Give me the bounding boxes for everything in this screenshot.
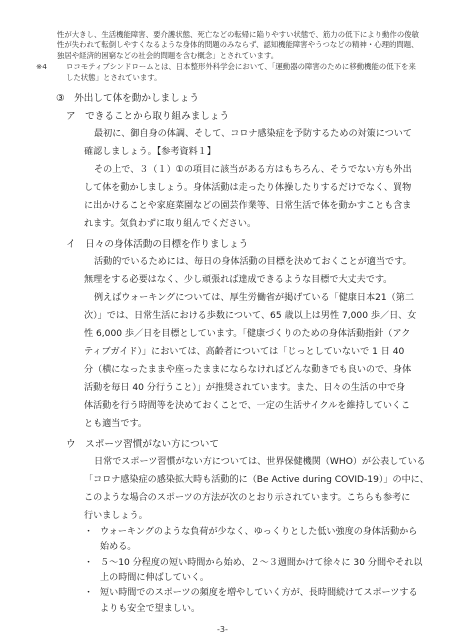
bullet-2-line-1: ５〜10 分程度の短い時間から始め、２〜３週間かけて徐々に 30 分間やそれ以 [100, 557, 423, 568]
subsection-u-heading: ウ スポーツ習慣がない方について [66, 438, 219, 450]
bullet-3-line-2: よりも安全で望ましい。 [100, 603, 201, 614]
sub-a-line-5: に出かけることや家庭菜園などの園芸作業等、日常生活で体を動かすことも含ま [84, 200, 412, 211]
bullet-2-line-2: 上の時間に伸ばしていく。 [100, 573, 209, 584]
continuation-line-3: 独居や経済的困窮などの社会的問題を含む概念」とされています。 [57, 51, 279, 61]
continuation-line-2: 性が失われて転倒しやすくなるような身体的問題のみならず、認知機能障害やうつなどの精神・心理的問題、 [57, 40, 419, 50]
page-number: -3- [217, 625, 228, 634]
sub-i-line-5: 性 6,000 歩／日を目標としています。「健康づくりのための身体活動指針（アク [84, 328, 411, 339]
sub-a-line-3: その上で、３（１）①の項目に該当がある方はもちろん、そうでない方も外出 [94, 164, 412, 175]
note-line-1: ロコモティブシンドロームとは、日本整形外科学会において、「運動器の障害のために移動機能の低下を来 [66, 62, 416, 72]
note-line-2: した状態」とされています。 [66, 72, 162, 82]
sub-a-line-1: 最初に、御自身の体調、そして、コロナ感染症を予防するための対策について [94, 128, 412, 139]
sub-u-line-3: このような場合のスポーツの方法が次のとおり示されています。こちらも参考に [84, 492, 411, 503]
subsection-i-heading: イ 日々の身体活動の目標を作りましょう [66, 238, 249, 250]
sub-i-line-8: 活動を毎日 40 分行うこと）」が推奨されています。また、日々の生活の中で身 [84, 382, 406, 393]
sub-i-line-9: 体活動を行う時間等を決めておくことで、一定の生活サイクルを維持していくこ [84, 400, 411, 411]
bullet-3-line-1: 短い時間でのスポーツの頻度を増やしていく方が、長時間続けてスポーツする [100, 588, 418, 599]
sub-a-line-2: 確認しましょう。【参考資料１】 [84, 146, 216, 157]
section-heading: ③ 外出して体を動かしましょう [56, 92, 199, 104]
subsection-a-heading: ア できることから取り組みましょう [66, 110, 230, 122]
bullet-1-line-2: 始める。 [100, 542, 137, 553]
sub-i-line-4: 次）」では、日常生活における歩数について、65 歳以上は男性 7,000 歩／日、女 [84, 310, 417, 321]
sub-i-line-10: とも適当です。 [84, 418, 147, 429]
bullet-mark: ・ [84, 588, 94, 599]
note-mark: ※4 [36, 62, 47, 72]
bullet-mark: ・ [84, 557, 94, 568]
sub-i-line-7: 分（横になったままや座ったままにならなければどんな動きでも良いので、身体 [84, 364, 412, 375]
sub-u-line-4: 行いましょう。 [84, 510, 148, 521]
sub-a-line-4: して体を動かしましょう。身体活動は走ったり体操したりするだけでなく、買物 [84, 182, 412, 193]
sub-i-line-6: ティブガイド）」においては、高齢者については「じっとしていないで 1 日 40 [84, 346, 405, 357]
sub-u-line-1: 日常でスポーツ習慣がない方については、世界保健機関（WHO）が公表している [94, 456, 426, 467]
sub-i-line-1: 活動的でいるためには、毎日の身体活動の目標を決めておくことが適当です。 [94, 256, 412, 267]
sub-u-line-2: 「コロナ感染症の感染拡大時も活動的に（Be Active during COVID-19）」の中に、 [84, 474, 429, 485]
bullet-mark: ・ [84, 527, 94, 538]
bullet-1-line-1: ウォーキングのような負荷が少なく、ゆっくりとした低い強度の身体活動から [100, 527, 418, 538]
sub-a-line-6: れます。気負わずに取り組んでください。 [84, 218, 257, 229]
sub-i-line-2: 無理をする必要はなく、少し頑張れば達成できるような目標で大丈夫です。 [84, 274, 393, 285]
continuation-line-1: 性が大きし、生活機能障害、要介護状態、死亡などの転帰に陥りやすい状態で、筋力の低下により動作の俊敏 [57, 29, 419, 39]
sub-i-line-3: 例えばウォーキングについては、厚生労働省が掲げている「健康日本21（第二 [94, 292, 414, 303]
